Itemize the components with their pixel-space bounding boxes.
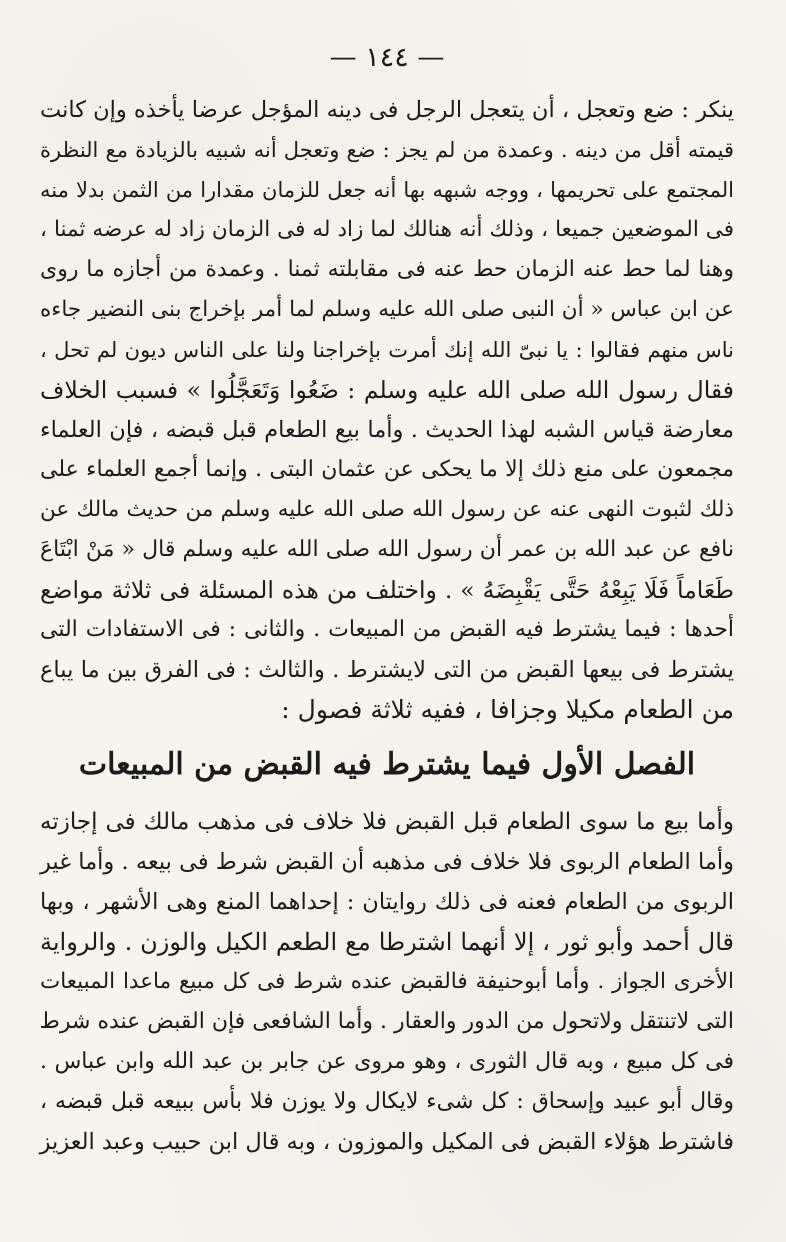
text-line: الربوى من الطعام فعنه فى ذلك روايتان : إحداهما المنع وهى الأشهر ، وبها (40, 889, 734, 915)
text-line: ذلك لثبوت النهى عنه عن رسول الله صلى الله عليه وسلم من حديث مالك عن (40, 497, 734, 522)
text-line: ينكر : ضع وتعجل ، أن يتعجل الرجل فى دينه المؤجل عرضا يأخذه وإن كانت (40, 97, 734, 123)
text-line: فاشترط هؤلاء القبض فى المكيل والموزون ، وبه قال ابن حبيب وعبد العزيز (39, 1129, 734, 1155)
text-line: يشترط فى بيعها القبض من التى لايشترط . والثالث : فى الفرق بين ما يباع (40, 657, 734, 683)
text-line: المجتمع على تحريمها ، ووجه شبهه بها أنه جعل للزمان مقدارا من الثمن بدلا منه (40, 178, 734, 202)
text-line: قال أحمد وأبو ثور ، إلا أنهما اشترطا مع الطعم الكيل والوزن . والرواية (40, 928, 734, 956)
text-line: فى الموضعين جميعا ، وذلك أنه هنالك لما زاد له فى الزمان زاد له عرضه ثمنا ، (40, 217, 734, 242)
text-line: فقال رسول الله صلى الله عليه وسلم : ضَعُوا وَتَعَجَّلُوا » فسبب الخلاف (40, 376, 734, 404)
text-line: أحدها : فيما يشترط فيه القبض من المبيعات . والثانى : فى الاستفادات التى (40, 617, 734, 642)
text-line: وأما الطعام الربوى فلا خلاف فى مذهبه أن القبض شرط فى بيعه . وأما غير (40, 849, 734, 875)
text-line: عن ابن عباس « أن النبى صلى الله عليه وسلم لما أمر بإخراج بنى النضير جاءه (40, 297, 734, 322)
text-line: ناس منهم فقالوا : يا نبىّ الله إنك أمرت بإخراجنا ولنا على الناس ديون لم تحل ، (40, 338, 734, 362)
text-line: فى كل مبيع ، وبه قال الثورى ، وهو مروى عن جابر بن عبد الله وابن عباس . (40, 1049, 734, 1074)
page-number: — ١٤٤ — (329, 42, 445, 73)
paragraph-2 (40, 802, 734, 1162)
text-line: وهنا لما حط عنه الزمان حط عنه فى مقابلته ثمنا . وعمدة من أجازه ما روى (40, 257, 734, 282)
text-line: الأخرى الجواز . وأما أبوحنيفة فالقبض عنده شرط فى كل مبيع ماعدا المبيعات (40, 969, 734, 994)
text-line: وقال أبو عبيد وإسحاق : كل شىء لايكال ولا يوزن فلا بأس ببيعه قبل قبضه ، (40, 1089, 734, 1114)
text-line: معارضة قياس الشبه لهذا الحديث . وأما بيع الطعام قبل قبضه ، فإن العلماء (40, 417, 734, 443)
text-line: نافع عن عبد الله بن عمر أن رسول الله صلى الله عليه وسلم قال « مَنْ ابْتَاعَ (40, 537, 734, 562)
paragraph-1 (40, 90, 734, 730)
text-line: وأما بيع ما سوى الطعام قبل القبض فلا خلاف فى مذهب مالك فى إجازته (40, 809, 734, 835)
text-line: مجمعون على منع ذلك إلا ما يحكى عن عثمان البتى . وإنما أجمع العلماء على (40, 457, 734, 482)
text-line: طَعَاماً فَلَا يَبِعْهُ حَتَّى يَقْبِضَهُ » . واختلف من هذه المسئلة فى ثلاثة مواضع (40, 576, 734, 604)
section-heading: الفصل الأول فيما يشترط فيه القبض من المبيعات (78, 747, 696, 782)
text-line: التى لاتنتقل ولاتحول من الدور والعقار . وأما الشافعى فإن القبض عنده شرط (39, 1009, 734, 1034)
text-line: قيمته أقل من دينه . وعمدة من لم يجز : ضع وتعجل أنه شبيه بالزيادة مع النظرة (40, 138, 734, 162)
text-line: من الطعام مكيلا وجزافا ، ففيه ثلاثة فصول : (281, 695, 734, 724)
